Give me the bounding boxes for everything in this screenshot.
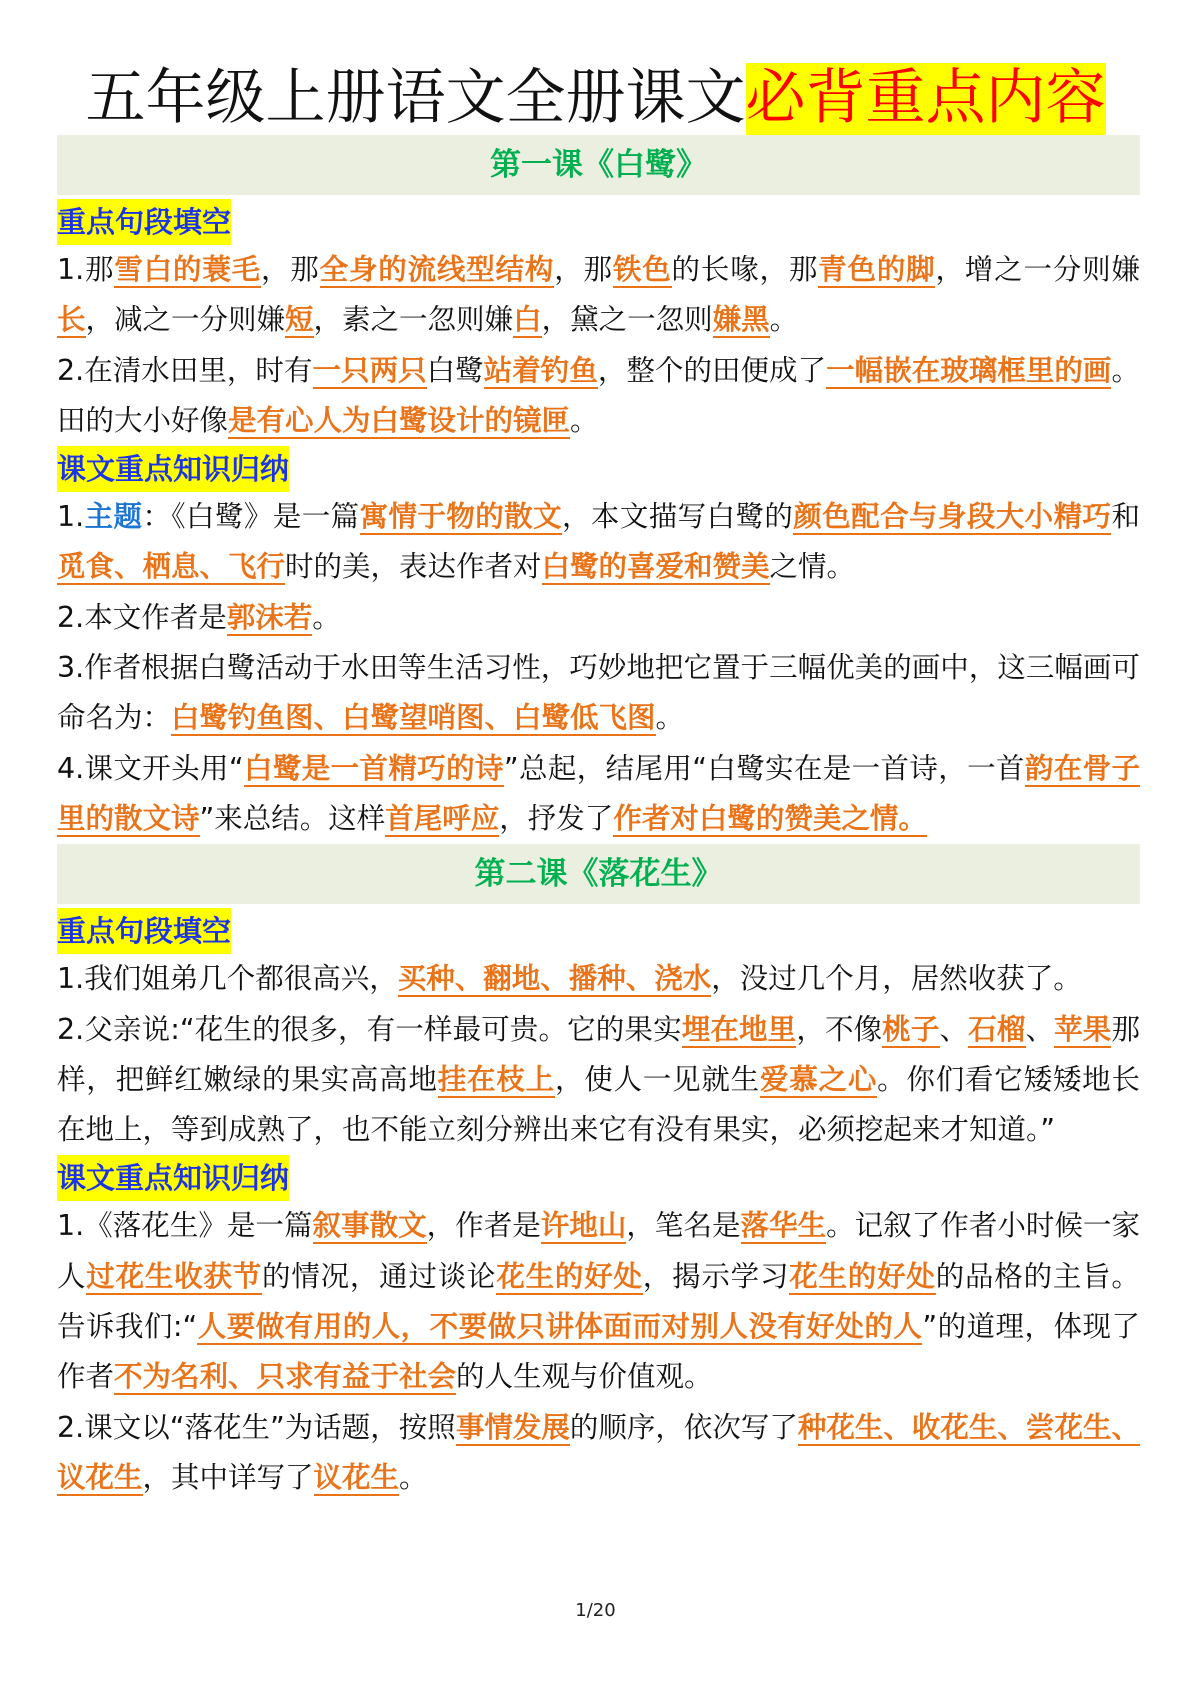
key-phrase: 议花生 bbox=[313, 1460, 400, 1494]
document-title bbox=[0, 58, 1191, 142]
key-phrase: 全身的流线型结构 bbox=[319, 253, 555, 286]
paragraph bbox=[57, 744, 1140, 845]
key-phrase: 花生的好处 bbox=[789, 1259, 936, 1293]
text-segment: 2.在清水田里，时有 bbox=[57, 353, 313, 387]
text-segment: ，抒发了 bbox=[499, 801, 614, 835]
key-phrase: 桃子 bbox=[882, 1012, 940, 1046]
text-segment: 的品格的主旨。告诉我们:“ bbox=[57, 1259, 1140, 1344]
text-segment: 。 bbox=[312, 600, 341, 634]
text-segment: 。 bbox=[769, 303, 799, 337]
key-phrase: 一幅嵌在玻璃框里的画 bbox=[826, 353, 1112, 387]
text-segment: 和 bbox=[1111, 500, 1140, 534]
text-segment: 3.作者根据白鹭活动于水田等生活习性，巧妙地把它置于三幅优美的画中，这三幅画可命名为： bbox=[57, 651, 1140, 735]
paragraph bbox=[57, 643, 1140, 744]
key-phrase: 青色的脚 bbox=[818, 253, 936, 286]
key-phrase: 买种、翻地、播种、浇水 bbox=[397, 962, 712, 996]
section-label-row bbox=[57, 446, 1140, 492]
text-segment: 4.课文开头用“ bbox=[57, 751, 244, 785]
text-segment: ，整个的田便成了 bbox=[597, 353, 827, 387]
title-highlight: 必背重点内容 bbox=[746, 63, 1106, 141]
text-segment: 那样，把鲜红嫩绿的果实高高地 bbox=[57, 1012, 1140, 1096]
key-phrase: 铁色 bbox=[612, 253, 672, 286]
section-label: 课文重点知识归纳 bbox=[57, 1155, 289, 1201]
text-segment: 。 bbox=[655, 701, 685, 735]
text-segment: ，使人一见就生 bbox=[554, 1062, 760, 1096]
text-segment: ，减之一分则嫌 bbox=[85, 303, 286, 337]
paragraph bbox=[57, 1005, 1140, 1156]
text-segment: 1.那 bbox=[57, 253, 115, 286]
key-phrase: 苹果 bbox=[1054, 1012, 1112, 1046]
key-phrase: 作者对白鹭的赞美之情。 bbox=[613, 801, 927, 835]
text-segment: ，本文描写白鹭的 bbox=[562, 500, 794, 534]
text-segment: 的顺序，依次写了 bbox=[569, 1410, 798, 1444]
title-underline bbox=[86, 58, 1106, 142]
text-segment: 。 bbox=[570, 403, 599, 437]
paragraph bbox=[57, 245, 1140, 346]
text-segment: 的情况，通过谈论 bbox=[262, 1259, 497, 1293]
text-segment: 1.我们姐弟几个都很高兴， bbox=[57, 962, 398, 996]
paragraph bbox=[57, 954, 1140, 1004]
paragraph bbox=[57, 346, 1140, 447]
text-segment: ，黛之一忽则 bbox=[541, 303, 713, 337]
text-segment: ，其中详写了 bbox=[142, 1460, 314, 1494]
paragraph bbox=[57, 1201, 1140, 1402]
document-body bbox=[57, 135, 1140, 1503]
page-number: 1/20 bbox=[575, 1600, 616, 1621]
text-segment: 、 bbox=[939, 1012, 969, 1046]
lesson-heading: 第二课《落花生》 bbox=[57, 844, 1140, 904]
key-phrase: 觅食、栖息、飞行 bbox=[57, 550, 286, 584]
key-phrase: 不为名利、只求有益于社会 bbox=[114, 1360, 457, 1394]
text-segment: ，不像 bbox=[796, 1012, 883, 1046]
text-segment: 、 bbox=[1025, 1012, 1055, 1046]
key-phrase: 爱慕之心 bbox=[759, 1062, 878, 1096]
text-segment: 。你们看它矮矮地长在地上，等到成熟了，也不能立刻分辨出来它有没有果实，必须挖起来才知道。” bbox=[57, 1062, 1140, 1147]
lesson-section bbox=[57, 135, 1140, 844]
text-segment: 的长喙，那 bbox=[671, 253, 819, 286]
key-phrase: 白 bbox=[513, 303, 542, 337]
text-segment: 1. bbox=[57, 500, 85, 534]
text-segment: 白鹭 bbox=[426, 353, 484, 387]
key-phrase: 郭沫若 bbox=[226, 600, 313, 634]
text-segment: 之情。 bbox=[769, 550, 856, 584]
key-phrase: 站着钓鱼 bbox=[483, 353, 598, 387]
text-segment: ：《白鹭》是一篇 bbox=[142, 500, 360, 534]
text-segment: ”来总结。这样 bbox=[199, 801, 386, 835]
key-phrase: 寓情于物的散文 bbox=[359, 500, 562, 534]
key-phrase: 韵在骨子里的散文诗 bbox=[57, 751, 1140, 835]
key-phrase: 许地山 bbox=[540, 1209, 627, 1243]
keyword-label: 主题 bbox=[84, 500, 143, 534]
text-segment: 。田的大小好像 bbox=[57, 353, 1140, 437]
key-phrase: 叙事散文 bbox=[312, 1209, 427, 1243]
key-phrase: 一只两只 bbox=[312, 353, 427, 387]
text-segment: ，笔名是 bbox=[626, 1209, 741, 1243]
paragraph bbox=[57, 492, 1140, 593]
text-segment: 2.本文作者是 bbox=[57, 600, 227, 634]
text-segment: ，作者是 bbox=[426, 1209, 541, 1243]
text-segment: 的人生观与价值观。 bbox=[456, 1360, 713, 1394]
key-phrase: 长 bbox=[57, 303, 86, 337]
key-phrase: 白鹭是一首精巧的诗 bbox=[243, 751, 504, 785]
text-segment: 2.课文以“落花生”为话题，按照 bbox=[57, 1410, 456, 1444]
key-phrase: 石榴 bbox=[968, 1012, 1026, 1046]
text-segment: ，揭示学习 bbox=[642, 1259, 790, 1293]
key-phrase: 首尾呼应 bbox=[385, 801, 500, 835]
section-label-row bbox=[57, 908, 1140, 954]
key-phrase: 颜色配合与身段大小精巧 bbox=[793, 500, 1112, 534]
lesson-section bbox=[57, 844, 1140, 1503]
key-phrase: 嫌黑 bbox=[712, 303, 770, 337]
key-phrase: 落华生 bbox=[740, 1209, 827, 1243]
section-label-row bbox=[57, 199, 1140, 245]
key-phrase: 种花生、收花生、尝花生、议花生 bbox=[57, 1410, 1140, 1494]
text-segment: 2.父亲说:“花生的很多，有一样最可贵。它的果实 bbox=[57, 1012, 682, 1046]
text-segment: 。 bbox=[399, 1460, 428, 1494]
key-phrase: 花生的好处 bbox=[496, 1259, 643, 1293]
key-phrase: 挂在枝上 bbox=[437, 1062, 555, 1096]
text-segment: 。记叙了作者小时候一家人 bbox=[57, 1209, 1140, 1293]
key-phrase: 白鹭的喜爱和赞美 bbox=[541, 550, 770, 584]
text-segment: 时的美，表达作者对 bbox=[285, 550, 542, 584]
key-phrase: 白鹭钓鱼图、白鹭望哨图、白鹭低飞图 bbox=[171, 701, 656, 735]
text-segment: ，增之一分则嫌 bbox=[935, 253, 1140, 286]
key-phrase: 短 bbox=[285, 303, 314, 337]
key-phrase: 人要做有用的人，不要做只讲体面而对别人没有好处的人 bbox=[197, 1310, 923, 1344]
key-phrase: 埋在地里 bbox=[681, 1012, 797, 1046]
paragraph bbox=[57, 1403, 1140, 1504]
text-segment: ，没过几个月，居然收获了。 bbox=[711, 962, 1082, 996]
lesson-heading: 第一课《白鹭》 bbox=[57, 135, 1140, 195]
text-segment: ”的道理，体现了作者 bbox=[57, 1310, 1140, 1394]
section-label: 重点句段填空 bbox=[57, 908, 231, 954]
paragraph bbox=[57, 593, 1140, 643]
section-label: 重点句段填空 bbox=[57, 199, 231, 245]
text-segment: ，那 bbox=[554, 253, 613, 286]
title-main: 五年级上册语文全册课文 bbox=[85, 63, 746, 133]
text-segment: 1.《落花生》是一篇 bbox=[57, 1209, 313, 1243]
section-label: 课文重点知识归纳 bbox=[57, 446, 289, 492]
text-segment: ”总起，结尾用“白鹭实在是一首诗，一首 bbox=[503, 751, 1025, 785]
key-phrase: 过花生收获节 bbox=[86, 1259, 263, 1293]
key-phrase: 雪白的蓑毛 bbox=[114, 253, 261, 286]
key-phrase: 是有心人为白鹭设计的镜匣 bbox=[228, 403, 571, 437]
section-label-row bbox=[57, 1155, 1140, 1201]
text-segment: ，那 bbox=[260, 253, 320, 286]
key-phrase: 事情发展 bbox=[455, 1410, 570, 1444]
text-segment: ，素之一忽则嫌 bbox=[313, 303, 514, 337]
